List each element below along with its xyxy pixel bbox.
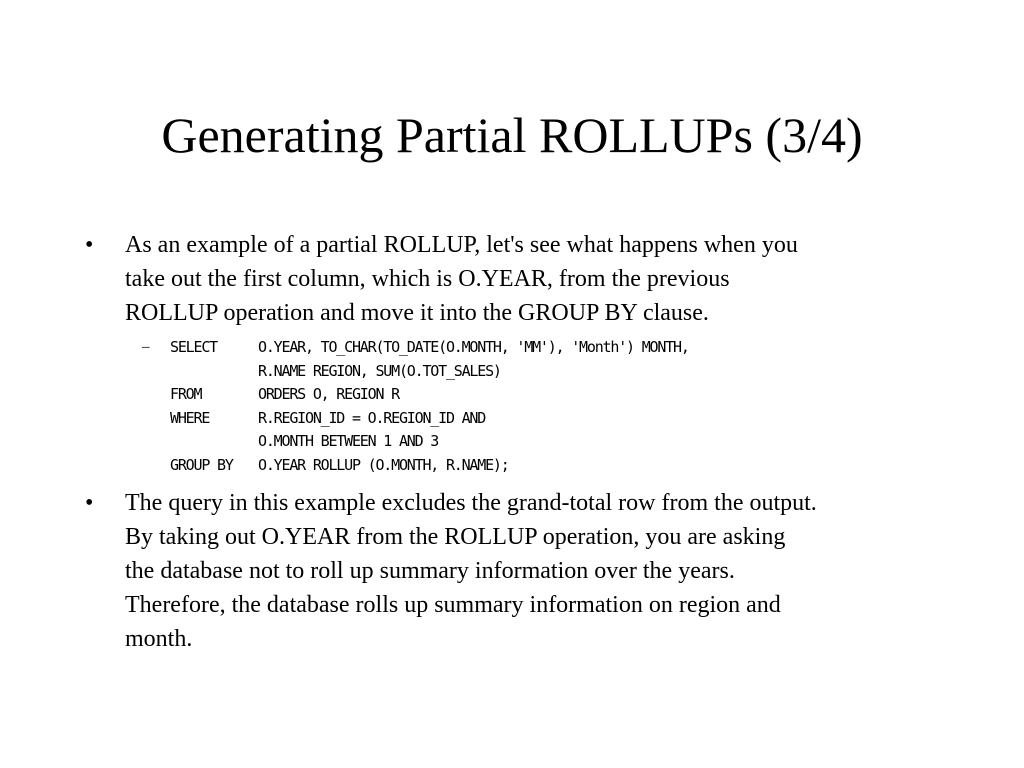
bullet-line: By taking out O.YEAR from the ROLLUP operation, you are asking — [125, 524, 786, 550]
sql-keyword — [170, 430, 258, 454]
bullet-item-2 — [85, 486, 955, 656]
code-line — [170, 360, 689, 384]
code-line — [170, 454, 689, 478]
sql-keyword: SELECT — [170, 338, 217, 356]
sql-keyword: FROM — [170, 385, 202, 404]
bullet-line: month. — [125, 626, 193, 652]
sql-keyword: WHERE — [170, 408, 210, 427]
bullet-marker: • — [85, 232, 94, 258]
sql-expression: R.REGION_ID = O.REGION_ID AND — [258, 408, 486, 427]
bullet-line: The query in this example excludes the grand-total row from the output. — [125, 490, 817, 516]
code-line — [170, 407, 689, 431]
sql-keyword: GROUP BY — [170, 455, 233, 474]
code-line — [170, 430, 689, 454]
bullet-line: As an example of a partial ROLLUP, let's see what happens when you — [125, 232, 798, 258]
sql-expression: O.YEAR, TO_CHAR(TO_DATE(O.MONTH, 'MM'), 'Month') MONTH, — [258, 338, 689, 356]
sql-code-block — [142, 336, 689, 478]
sql-expression: O.MONTH BETWEEN 1 AND 3 — [258, 432, 439, 451]
code-line — [170, 383, 689, 407]
code-line — [170, 336, 689, 360]
sql-expression: R.NAME REGION, SUM(O.TOT_SALES) — [258, 361, 501, 380]
bullet-line: ROLLUP operation and move it into the GROUP BY clause. — [125, 300, 709, 326]
bullet-line: Therefore, the database rolls up summary information on region and — [125, 592, 781, 618]
bullet-marker: • — [85, 490, 94, 516]
sub-bullet-marker: – — [142, 339, 150, 355]
bullet-line: take out the first column, which is O.YEAR, from the previous — [125, 266, 730, 292]
sql-expression: O.YEAR ROLLUP (O.MONTH, R.NAME); — [258, 455, 509, 474]
bullet-item-1 — [85, 228, 955, 330]
bullet-line: the database not to roll up summary information over the years. — [125, 558, 735, 584]
slide-title: Generating Partial ROLLUPs (3/4) — [161, 107, 863, 163]
sql-keyword — [170, 360, 258, 384]
sql-expression: ORDERS O, REGION R — [258, 385, 399, 404]
